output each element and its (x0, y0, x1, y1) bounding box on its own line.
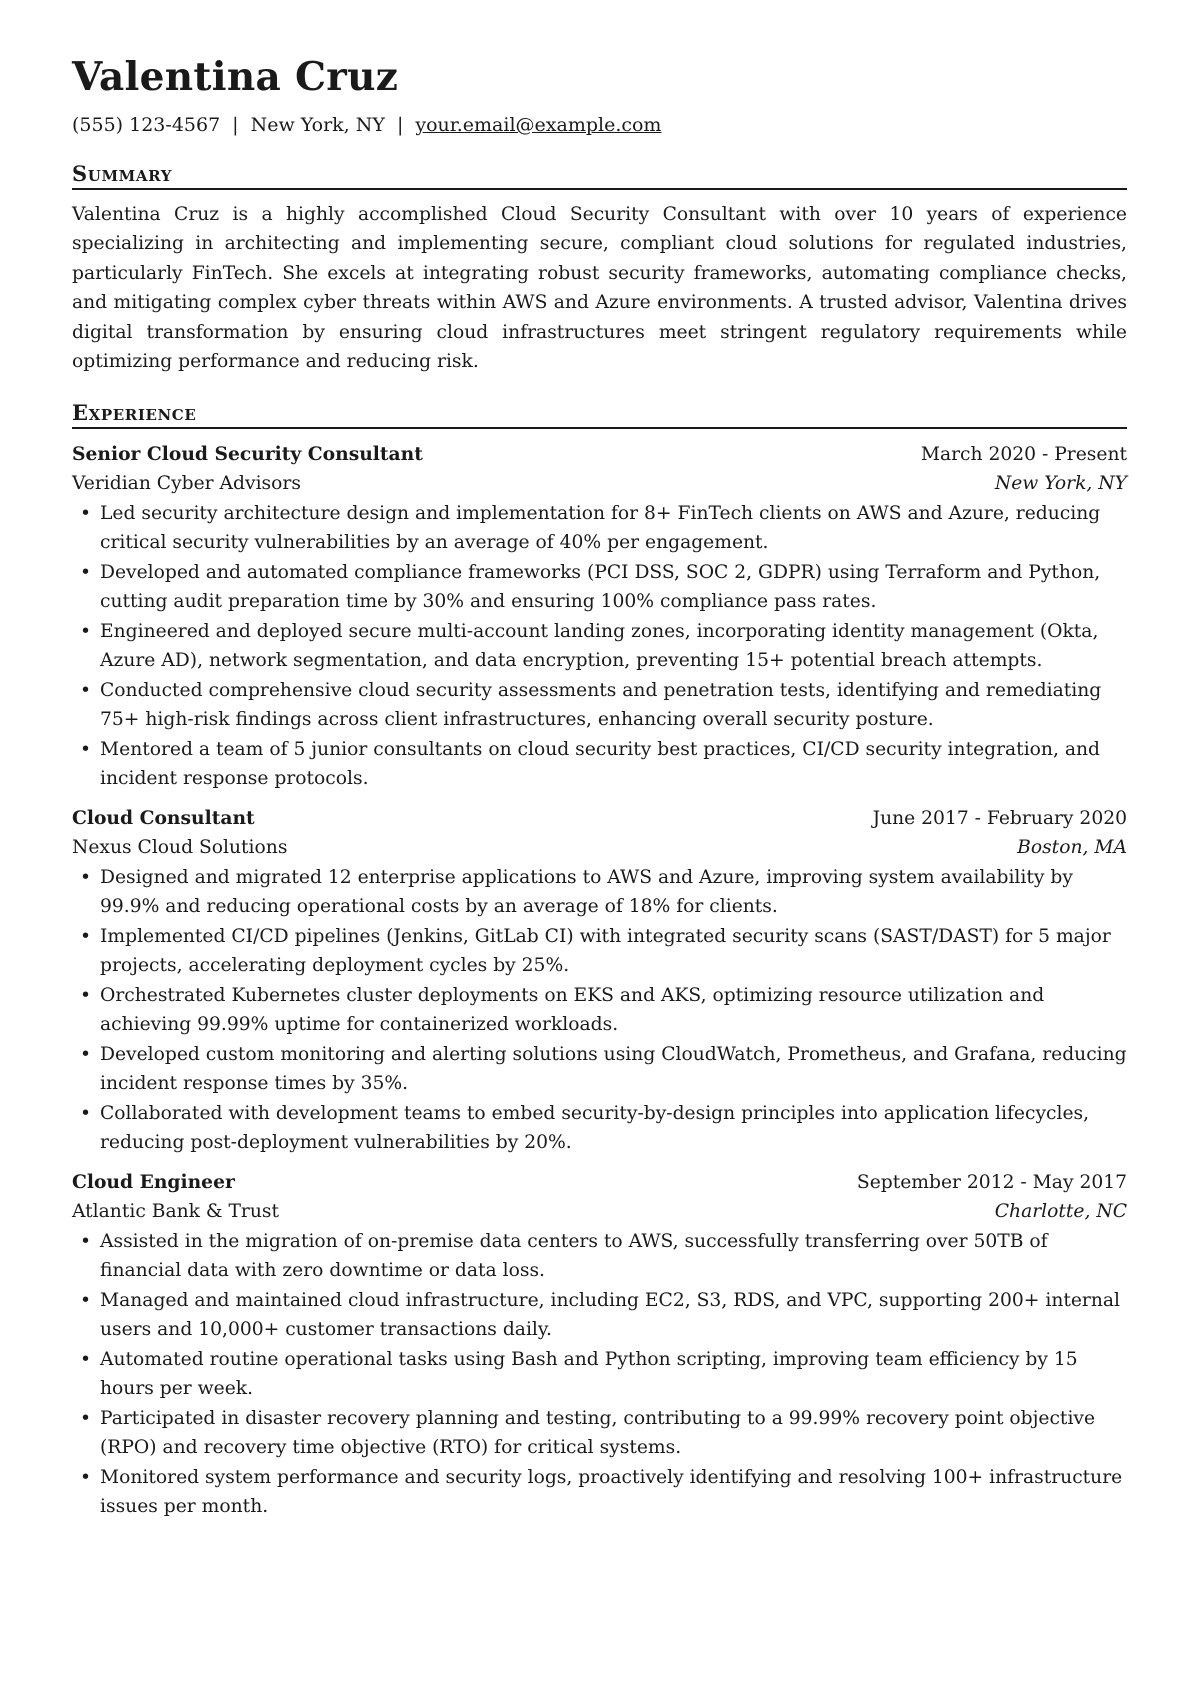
job-company-row (72, 1197, 1127, 1227)
bullet-text: Developed custom monitoring and alerting solutions using CloudWatch, Prometheus, and Grafana, reducing incident response times by 35%. (100, 1043, 1127, 1095)
bullet-text: Conducted comprehensive cloud security assessments and penetration tests, identifying and remediating 75+ high-risk findings across client infrastructures, enhancing overall security posture. (100, 679, 1102, 731)
job-location: New York, NY (994, 473, 1127, 495)
list-item (72, 735, 1127, 794)
job-company-row (72, 469, 1127, 499)
resume-page (72, 56, 1127, 1522)
job-header-row (72, 440, 1127, 470)
list-item (72, 1463, 1127, 1522)
job-header-row (72, 804, 1127, 834)
summary-paragraph: Valentina Cruz is a highly accomplished Cloud Security Consultant with over 10 years of experience specializing in architecting and implementing secure, compliant cloud solutions for regulated industries, particularly FinTech. She excels at integrating robust security frameworks, automating compliance checks, and mitigating complex cyber threats within AWS and Azure environments. A trusted advisor, Valentina drives digital transformation by ensuring cloud infrastructures meet stringent regulatory requirements while optimizing performance and reducing risk. (72, 203, 1127, 373)
job-entry (72, 1168, 1127, 1522)
list-item (72, 1099, 1127, 1158)
bullet-icon: • (80, 620, 92, 642)
bullet-text: Monitored system performance and security logs, proactively identifying and resolving 100+ infrastructure issues per month. (100, 1466, 1123, 1518)
bullet-icon: • (80, 1102, 92, 1124)
email-link[interactable]: your.email@example.com (415, 113, 662, 136)
job-title: Cloud Consultant (72, 806, 255, 829)
list-item (72, 558, 1127, 617)
job-bullet-list (72, 499, 1127, 794)
job-dates: March 2020 - Present (920, 443, 1127, 465)
job-entry (72, 440, 1127, 794)
job-bullet-list (72, 863, 1127, 1158)
job-dates: June 2017 - February 2020 (872, 807, 1127, 829)
bullet-icon: • (80, 1348, 92, 1370)
bullet-text: Automated routine operational tasks using Bash and Python scripting, improving team efficiency by 15 hours per week. (100, 1348, 1078, 1400)
list-item (72, 499, 1127, 558)
list-item (72, 1286, 1127, 1345)
experience-heading: Experience (72, 401, 1127, 429)
list-item (72, 1345, 1127, 1404)
candidate-name: Valentina Cruz (72, 54, 399, 100)
bullet-icon: • (80, 561, 92, 583)
job-title: Senior Cloud Security Consultant (72, 442, 423, 465)
bullet-icon: • (80, 1043, 92, 1065)
list-item (72, 922, 1127, 981)
bullet-icon: • (80, 984, 92, 1006)
bullet-icon: • (80, 502, 92, 524)
bullet-icon: • (80, 738, 92, 760)
bullet-icon: • (80, 679, 92, 701)
bullet-text: Developed and automated compliance frameworks (PCI DSS, SOC 2, GDPR) using Terraform and Python, cutting audit preparation time by 30% and ensuring 100% compliance pass rates. (100, 561, 1101, 613)
list-item (72, 1404, 1127, 1463)
bullet-icon: • (80, 866, 92, 888)
job-location: Charlotte, NC (994, 1201, 1127, 1223)
phone-number: (555) 123-4567 (72, 113, 221, 136)
experience-list (72, 440, 1127, 1522)
list-item (72, 1227, 1127, 1286)
bullet-text: Participated in disaster recovery planning and testing, contributing to a 99.99% recovery point objective (RPO) and recovery time objective (RTO) for critical systems. (100, 1407, 1096, 1459)
company-name: Veridian Cyber Advisors (72, 473, 301, 495)
company-name: Nexus Cloud Solutions (72, 837, 288, 859)
summary-heading: Summary (72, 162, 1127, 190)
job-company-row (72, 833, 1127, 863)
bullet-text: Collaborated with development teams to embed security-by-design principles into application lifecycles, reducing post-deployment vulnerabilities by 20%. (100, 1102, 1090, 1154)
bullet-icon: • (80, 925, 92, 947)
job-location: Boston, MA (1017, 837, 1127, 859)
job-dates: September 2012 - May 2017 (856, 1171, 1127, 1193)
job-header-row (72, 1168, 1127, 1198)
contact-separator: | (396, 113, 404, 136)
job-title: Cloud Engineer (72, 1170, 235, 1193)
contact-line (72, 113, 1127, 138)
contact-separator: | (232, 113, 239, 136)
bullet-icon: • (80, 1407, 92, 1429)
job-entry (72, 804, 1127, 1158)
bullet-text: Led security architecture design and implementation for 8+ FinTech clients on AWS and Azure, reducing critical security vulnerabilities by an average of 40% per engagement. (100, 502, 1101, 554)
bullet-text: Managed and maintained cloud infrastructure, including EC2, S3, RDS, and VPC, supporting 200+ internal users and 10,000+ customer transactions daily. (100, 1289, 1121, 1341)
bullet-text: Designed and migrated 12 enterprise applications to AWS and Azure, improving system availability by 99.9% and reducing operational costs by an average of 18% for clients. (100, 866, 1073, 918)
list-item (72, 676, 1127, 735)
bullet-text: Assisted in the migration of on-premise data centers to AWS, successfully transferring over 50TB of financial data with zero downtime or data loss. (100, 1230, 1048, 1282)
list-item (72, 981, 1127, 1040)
company-name: Atlantic Bank & Trust (72, 1201, 280, 1223)
job-bullet-list (72, 1227, 1127, 1522)
bullet-text: Mentored a team of 5 junior consultants on cloud security best practices, CI/CD security integration, and incident response protocols. (100, 738, 1100, 790)
bullet-text: Orchestrated Kubernetes cluster deployments on EKS and AKS, optimizing resource utilization and achieving 99.99% uptime for containerized workloads. (100, 984, 1045, 1036)
bullet-icon: • (80, 1466, 92, 1488)
list-item (72, 1040, 1127, 1099)
list-item (72, 863, 1127, 922)
bullet-icon: • (80, 1230, 92, 1252)
bullet-text: Engineered and deployed secure multi-account landing zones, incorporating identity management (Okta, Azure AD), network segmentation, and data encryption, preventing 15+ potential breach attempts. (100, 620, 1099, 672)
bullet-text: Implemented CI/CD pipelines (Jenkins, GitLab CI) with integrated security scans (SAST/DAST) for 5 major projects, accelerating deployment cycles by 25%. (100, 925, 1111, 977)
list-item (72, 617, 1127, 676)
bullet-icon: • (80, 1289, 92, 1311)
location-text: New York, NY (250, 113, 385, 136)
